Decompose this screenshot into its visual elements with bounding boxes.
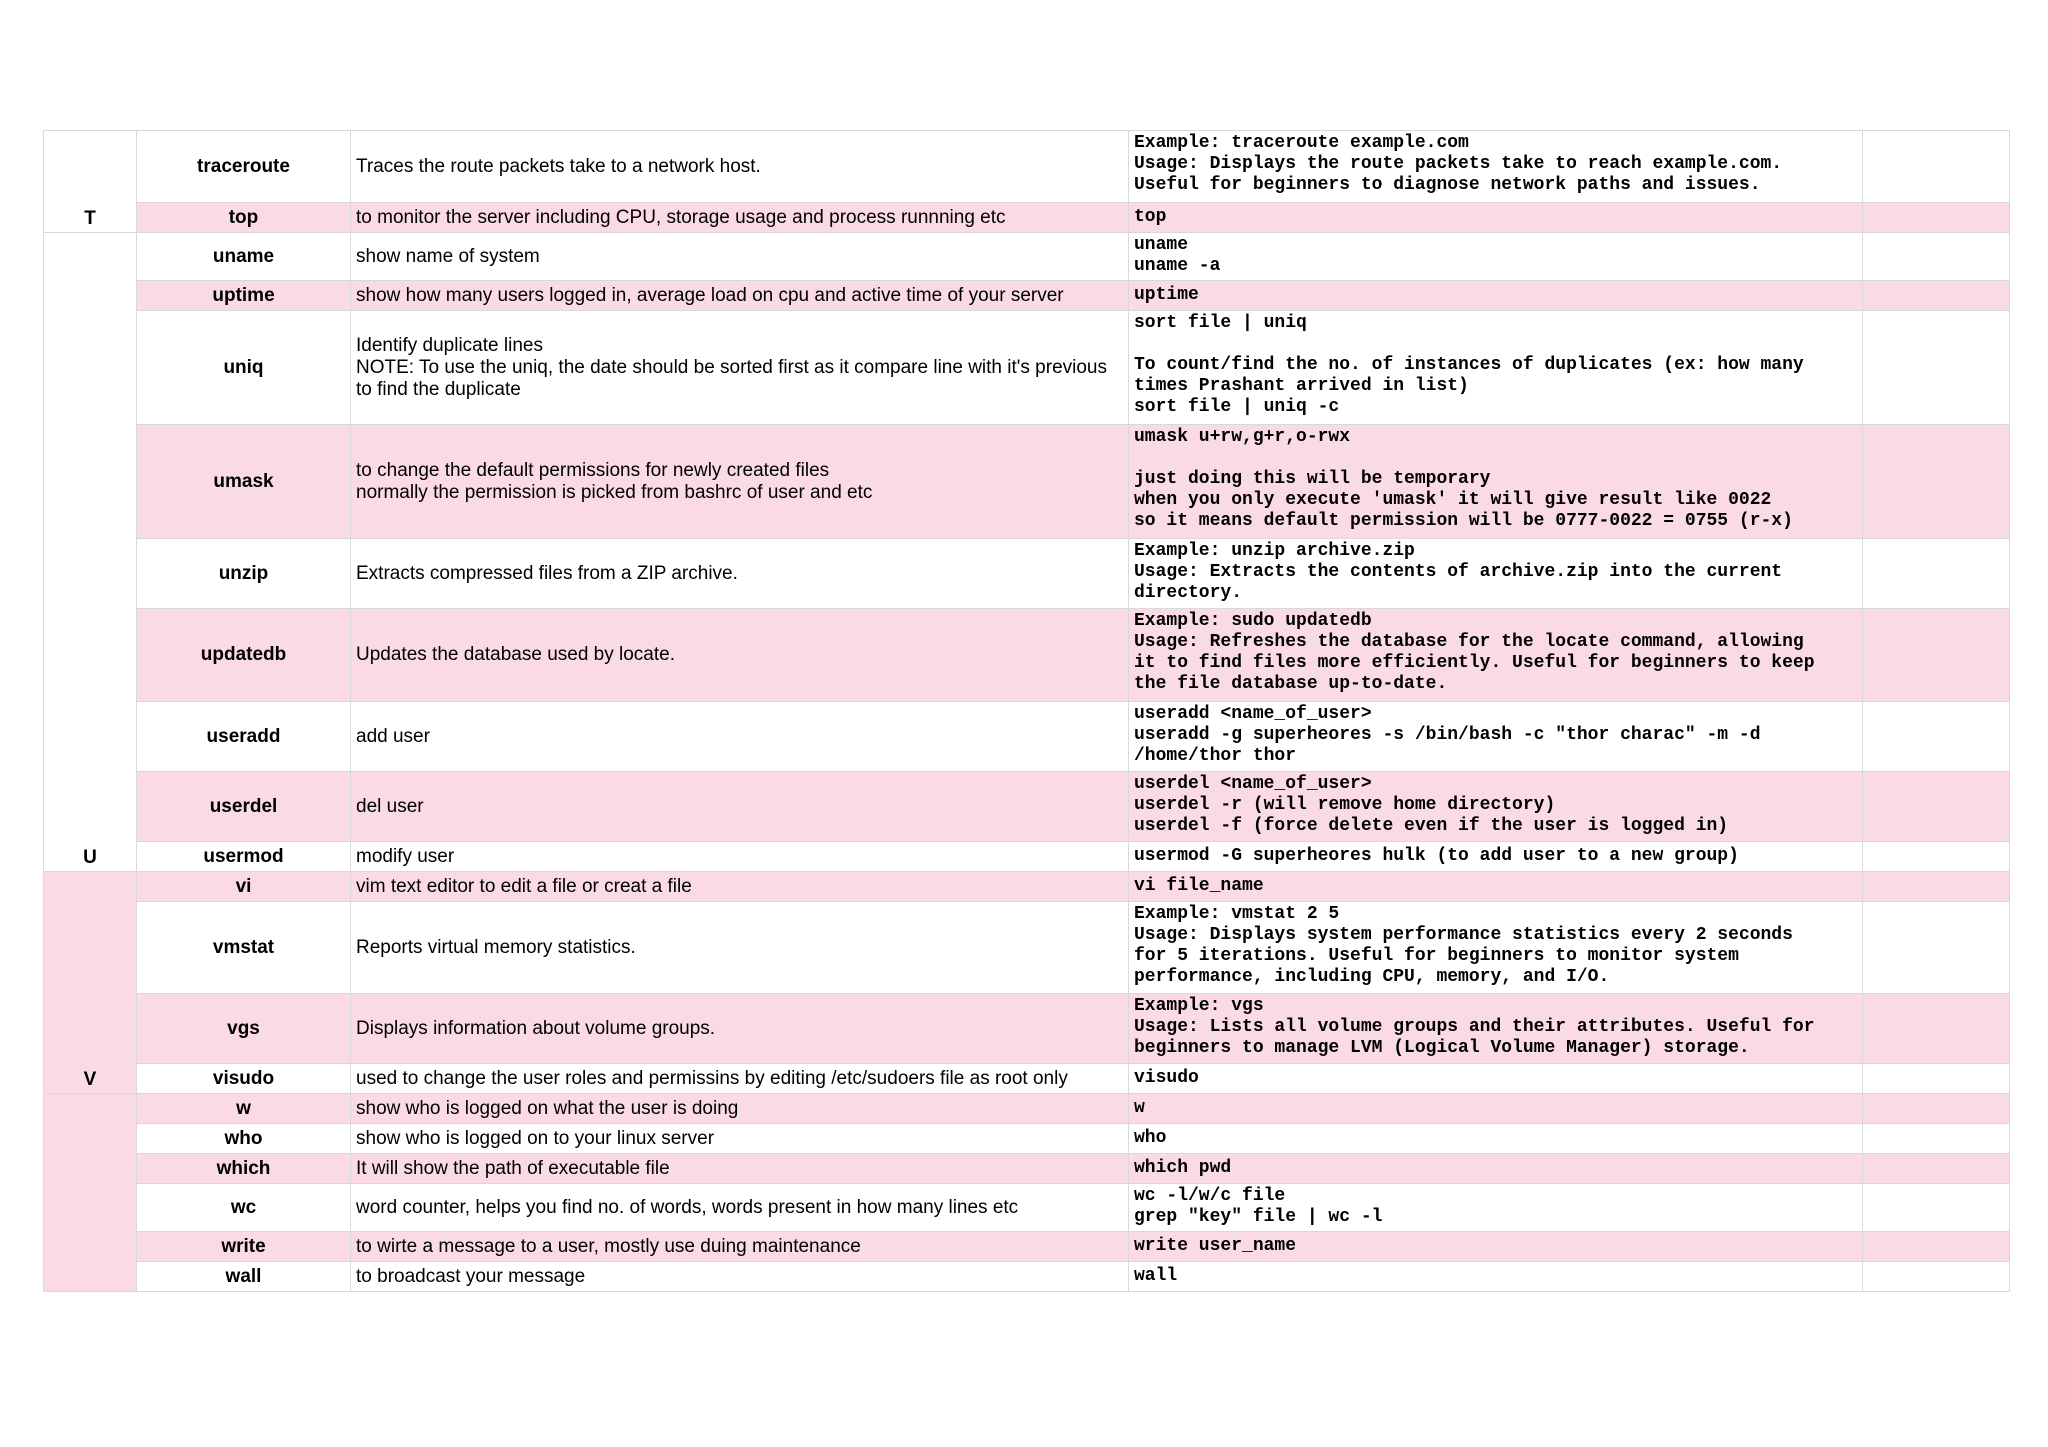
command-name: vgs <box>137 994 351 1064</box>
empty-cell <box>1863 609 2010 702</box>
command-description: used to change the user roles and permissins by editing /etc/sudoers file as root only <box>351 1064 1129 1094</box>
command-example: Example: vmstat 2 5 Usage: Displays system performance statistics every 2 seconds for 5 iterations. Useful for beginners to monitor system performance, including CPU, memory, and I/O. <box>1129 902 1863 994</box>
empty-cell <box>1863 539 2010 609</box>
command-description: Reports virtual memory statistics. <box>351 902 1129 994</box>
command-example: visudo <box>1129 1064 1863 1094</box>
group-letter: T <box>44 131 137 233</box>
table-row <box>44 772 2010 842</box>
table-row <box>44 1154 2010 1184</box>
command-name: write <box>137 1232 351 1262</box>
empty-cell <box>1863 1154 2010 1184</box>
command-example: who <box>1129 1124 1863 1154</box>
empty-cell <box>1863 702 2010 772</box>
table-row <box>44 1094 2010 1124</box>
table-row <box>44 842 2010 872</box>
command-description: to monitor the server including CPU, storage usage and process runnning etc <box>351 203 1129 233</box>
command-example: w <box>1129 1094 1863 1124</box>
command-name: who <box>137 1124 351 1154</box>
empty-cell <box>1863 1064 2010 1094</box>
command-name: wall <box>137 1262 351 1292</box>
command-name: unzip <box>137 539 351 609</box>
command-name: vmstat <box>137 902 351 994</box>
command-example: usermod -G superheores hulk (to add user to a new group) <box>1129 842 1863 872</box>
command-description: show name of system <box>351 233 1129 281</box>
empty-cell <box>1863 233 2010 281</box>
command-description: Extracts compressed files from a ZIP archive. <box>351 539 1129 609</box>
empty-cell <box>1863 842 2010 872</box>
command-name: wc <box>137 1184 351 1232</box>
command-description: add user <box>351 702 1129 772</box>
command-description: Traces the route packets take to a network host. <box>351 131 1129 203</box>
command-example: wall <box>1129 1262 1863 1292</box>
empty-cell <box>1863 281 2010 311</box>
command-description: Displays information about volume groups. <box>351 994 1129 1064</box>
table-row <box>44 1124 2010 1154</box>
command-example: Example: sudo updatedb Usage: Refreshes the database for the locate command, allowing it to find files more efficiently. Useful for beginners to keep the file database up-to-date. <box>1129 609 1863 702</box>
table-row <box>44 1184 2010 1232</box>
command-example: top <box>1129 203 1863 233</box>
table-row <box>44 281 2010 311</box>
command-name: useradd <box>137 702 351 772</box>
empty-cell <box>1863 872 2010 902</box>
command-name: uptime <box>137 281 351 311</box>
command-description: show who is logged on to your linux server <box>351 1124 1129 1154</box>
table-row <box>44 203 2010 233</box>
command-description: It will show the path of executable file <box>351 1154 1129 1184</box>
command-example: userdel <name_of_user> userdel -r (will remove home directory) userdel -f (force delete even if the user is logged in) <box>1129 772 1863 842</box>
command-description: vim text editor to edit a file or creat a file <box>351 872 1129 902</box>
empty-cell <box>1863 203 2010 233</box>
command-description: Identify duplicate lines NOTE: To use the uniq, the date should be sorted first as it compare line with it's previous to find the duplicate <box>351 311 1129 425</box>
empty-cell <box>1863 1094 2010 1124</box>
empty-cell <box>1863 311 2010 425</box>
table-row <box>44 311 2010 425</box>
table-row <box>44 609 2010 702</box>
table-row <box>44 1064 2010 1094</box>
command-example: Example: vgs Usage: Lists all volume groups and their attributes. Useful for beginners to manage LVM (Logical Volume Manager) storage. <box>1129 994 1863 1064</box>
command-name: which <box>137 1154 351 1184</box>
command-description: Updates the database used by locate. <box>351 609 1129 702</box>
command-description: show how many users logged in, average load on cpu and active time of your server <box>351 281 1129 311</box>
command-name: visudo <box>137 1064 351 1094</box>
command-example: Example: unzip archive.zip Usage: Extracts the contents of archive.zip into the current directory. <box>1129 539 1863 609</box>
command-name: usermod <box>137 842 351 872</box>
command-name: uniq <box>137 311 351 425</box>
table-row <box>44 1232 2010 1262</box>
command-name: userdel <box>137 772 351 842</box>
empty-cell <box>1863 131 2010 203</box>
command-description: word counter, helps you find no. of words, words present in how many lines etc <box>351 1184 1129 1232</box>
command-example: umask u+rw,g+r,o-rwx just doing this will be temporary when you only execute 'umask' it will give result like 0022 so it means default permission will be 0777-0022 = 0755 (r-x) <box>1129 425 1863 539</box>
empty-cell <box>1863 1184 2010 1232</box>
table-row <box>44 872 2010 902</box>
empty-cell <box>1863 994 2010 1064</box>
command-description: to broadcast your message <box>351 1262 1129 1292</box>
command-example: write user_name <box>1129 1232 1863 1262</box>
empty-cell <box>1863 902 2010 994</box>
command-name: umask <box>137 425 351 539</box>
command-description: to wirte a message to a user, mostly use duing maintenance <box>351 1232 1129 1262</box>
table-row <box>44 233 2010 281</box>
empty-cell <box>1863 1262 2010 1292</box>
command-description: to change the default permissions for newly created files normally the permission is picked from bashrc of user and etc <box>351 425 1129 539</box>
table-row <box>44 902 2010 994</box>
command-example: uptime <box>1129 281 1863 311</box>
command-name: vi <box>137 872 351 902</box>
command-description: show who is logged on what the user is doing <box>351 1094 1129 1124</box>
empty-cell <box>1863 772 2010 842</box>
group-letter <box>44 1094 137 1292</box>
command-description: del user <box>351 772 1129 842</box>
empty-cell <box>1863 1232 2010 1262</box>
command-example: useradd <name_of_user> useradd -g superheores -s /bin/bash -c "thor charac" -m -d /home/thor thor <box>1129 702 1863 772</box>
command-example: wc -l/w/c file grep "key" file | wc -l <box>1129 1184 1863 1232</box>
command-example: which pwd <box>1129 1154 1863 1184</box>
table-row <box>44 1262 2010 1292</box>
command-name: uname <box>137 233 351 281</box>
table-row <box>44 539 2010 609</box>
table-row <box>44 131 2010 203</box>
command-example: vi file_name <box>1129 872 1863 902</box>
group-letter: U <box>44 233 137 872</box>
table-row <box>44 702 2010 772</box>
empty-cell <box>1863 1124 2010 1154</box>
command-name: updatedb <box>137 609 351 702</box>
group-letter: V <box>44 872 137 1094</box>
empty-cell <box>1863 425 2010 539</box>
command-example: sort file | uniq To count/find the no. of instances of duplicates (ex: how many times Prashant arrived in list) sort file | uniq -c <box>1129 311 1863 425</box>
command-example: uname uname -a <box>1129 233 1863 281</box>
command-reference-table <box>43 130 2010 1292</box>
command-name: traceroute <box>137 131 351 203</box>
command-description: modify user <box>351 842 1129 872</box>
command-name: top <box>137 203 351 233</box>
table-row <box>44 425 2010 539</box>
table-row <box>44 994 2010 1064</box>
command-name: w <box>137 1094 351 1124</box>
command-example: Example: traceroute example.com Usage: Displays the route packets take to reach example.com. Useful for beginners to diagnose network paths and issues. <box>1129 131 1863 203</box>
